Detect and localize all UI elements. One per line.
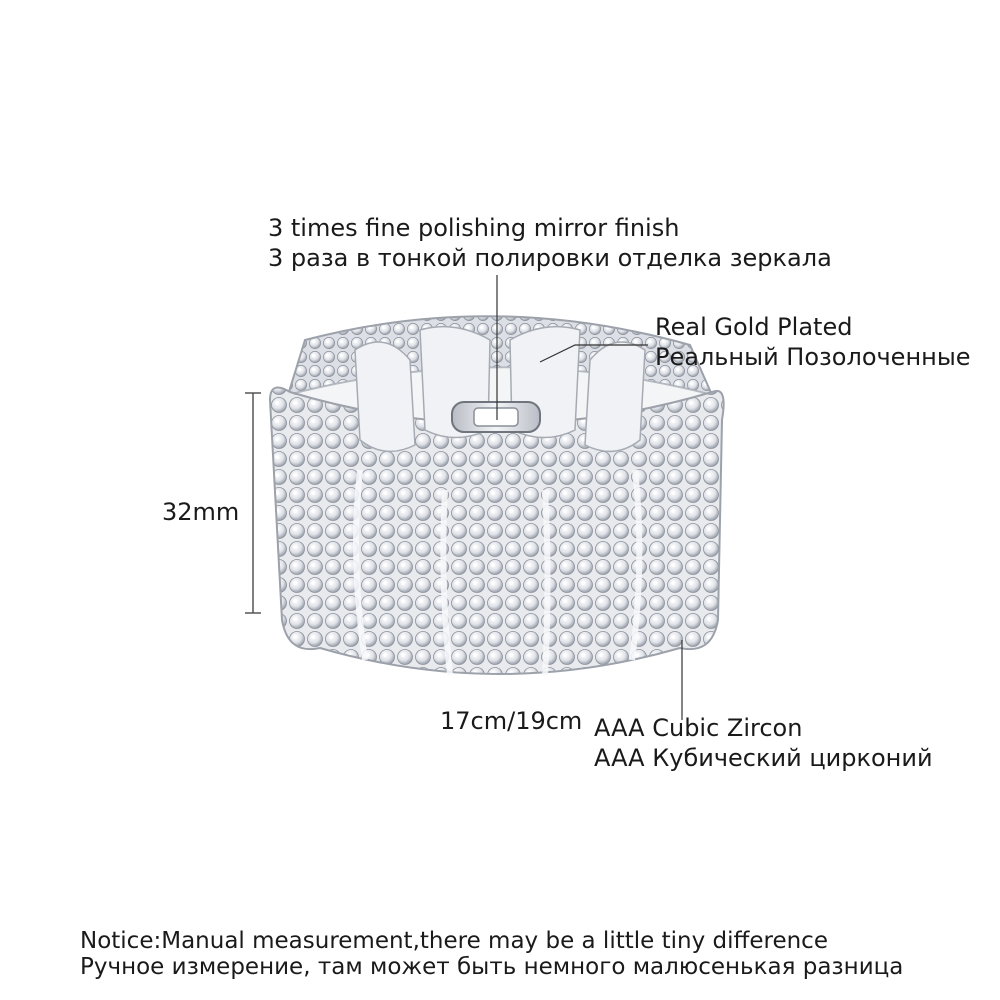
zircon-annotation bbox=[594, 713, 933, 773]
polish-annotation bbox=[268, 213, 832, 273]
measurement-notice bbox=[80, 928, 903, 980]
gold-annotation-en: Real Gold Plated bbox=[655, 313, 853, 341]
zircon-annotation-en: AAA Cubic Zircon bbox=[594, 714, 803, 742]
notice-ru: Ручное измерение, там может быть немного малюсенькая разница bbox=[80, 954, 904, 980]
gold-annotation-ru: Реальный Позолоченные bbox=[655, 343, 971, 371]
height-dimension-line bbox=[245, 393, 261, 613]
height-measurement: 32mm bbox=[162, 498, 240, 526]
length-measurement: 17cm/19cm bbox=[440, 707, 583, 735]
gold-annotation bbox=[655, 312, 971, 372]
polish-annotation-ru: 3 раза в тонкой полировки отделка зеркала bbox=[268, 244, 832, 272]
notice-en: Notice:Manual measurement,there may be a little tiny difference bbox=[80, 928, 828, 954]
polish-annotation-en: 3 times fine polishing mirror finish bbox=[268, 214, 680, 242]
zircon-annotation-ru: AAA Кубический цирконий bbox=[594, 744, 933, 772]
